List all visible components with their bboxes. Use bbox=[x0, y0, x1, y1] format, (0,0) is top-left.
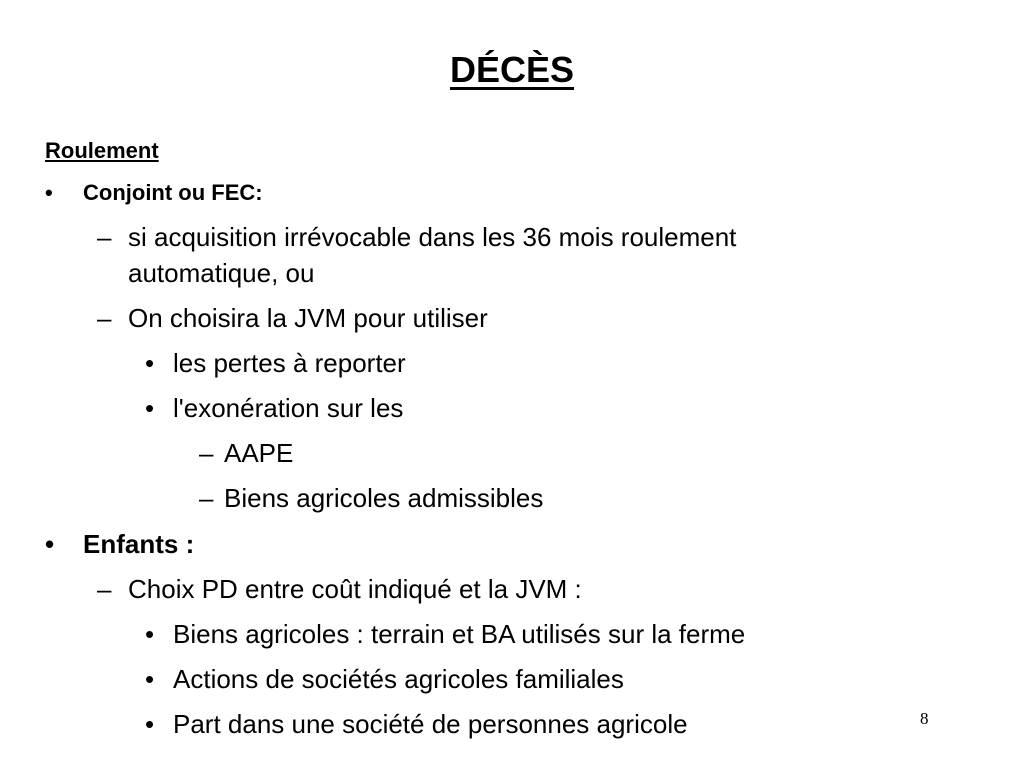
bullet-marker: • bbox=[45, 529, 55, 559]
list-item-text: Biens agricoles admissibles bbox=[224, 483, 544, 513]
list-item-text: Conjoint ou FEC: bbox=[83, 180, 263, 205]
list-item-text: Actions de sociétés agricoles familiales bbox=[173, 664, 624, 694]
list-item-text: Enfants : bbox=[83, 529, 195, 559]
list-item-text: On choisira la JVM pour utiliser bbox=[128, 303, 488, 333]
bullet-marker: • bbox=[145, 664, 155, 694]
bullet-marker: • bbox=[145, 393, 155, 423]
bullet-marker: • bbox=[145, 348, 155, 378]
slide-title: DÉCÈS bbox=[449, 49, 575, 90]
page-number: 8 bbox=[920, 709, 929, 728]
dash-marker: – bbox=[97, 574, 112, 604]
list-item-text: l'exonération sur les bbox=[173, 393, 404, 423]
list-item-acquisition-continuation: automatique, ou bbox=[128, 258, 315, 288]
section-heading-roulement: Roulement bbox=[45, 138, 159, 163]
list-item-text: si acquisition irrévocable dans les 36 mois roulement bbox=[128, 222, 737, 252]
list-item-text: Part dans une société de personnes agricole bbox=[173, 709, 688, 739]
dash-marker: – bbox=[199, 438, 214, 468]
dash-marker: – bbox=[199, 483, 214, 513]
bullet-marker: • bbox=[145, 619, 155, 649]
bullet-marker: • bbox=[145, 709, 155, 739]
list-item-text: Biens agricoles : terrain et BA utilisés sur la ferme bbox=[173, 619, 746, 649]
list-item-text: Choix PD entre coût indiqué et la JVM : bbox=[128, 574, 582, 604]
list-item-text: les pertes à reporter bbox=[173, 348, 406, 378]
dash-marker: – bbox=[97, 303, 112, 333]
bullet-marker: • bbox=[45, 180, 53, 205]
list-item-text: AAPE bbox=[224, 438, 294, 468]
dash-marker: – bbox=[97, 222, 112, 252]
